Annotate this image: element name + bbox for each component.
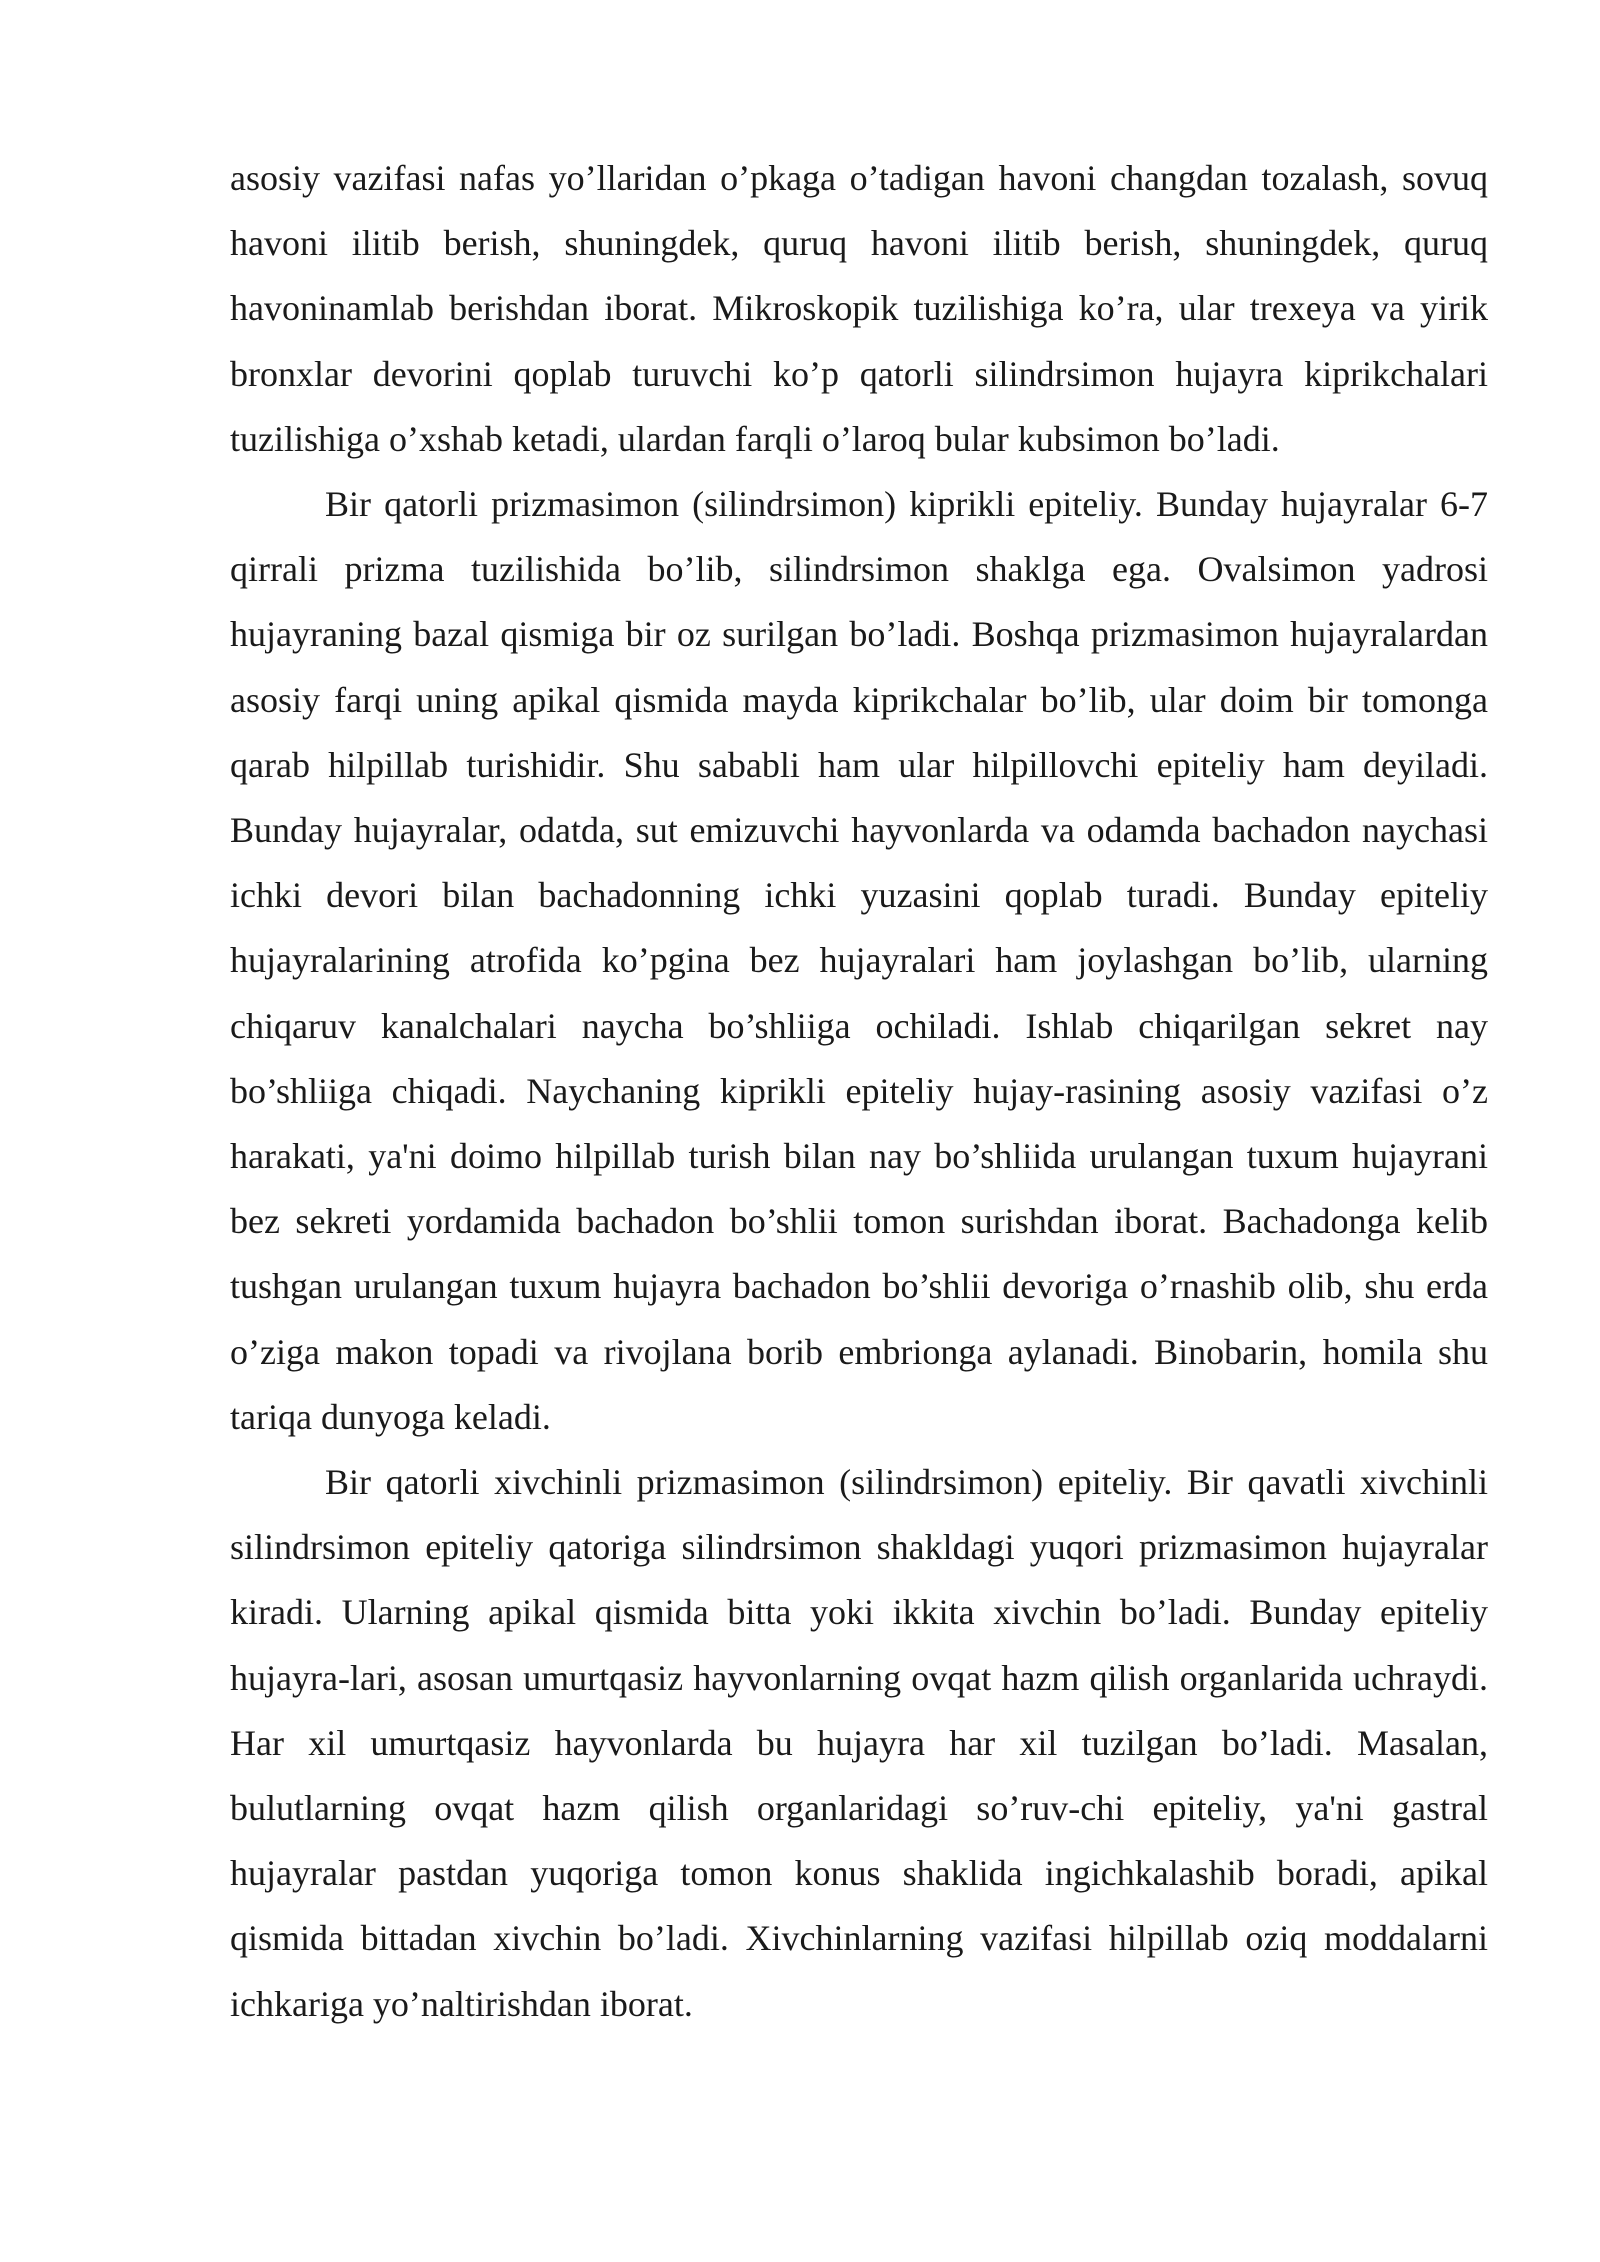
paragraph-2: Bir qatorli prizmasimon (silindrsimon) kiprikli epiteliy. Bunday hujayralar 6-7 qirrali prizma tuzilishida bo’lib, silindrsimon shaklga ega. Ovalsimon yadrosi hujayraning bazal qismiga bir oz surilgan bo’ladi. Boshqa prizmasimon hujayralardan asosiy farqi uning apikal qismida mayda kiprikchalar bo’lib, ular doim bir tomonga qarab hilpillab turishidir. Shu sababli ham ular hilpillovchi epiteliy ham deyiladi. Bunday hujayralar, odatda, sut emizuvchi hayvonlarda va odamda bachadon naychasi ichki devori bilan bachadonning ichki yuzasini qoplab turadi. Bunday epiteliy hujayralarining atrofida ko’pgina bez hujayralari ham joylashgan bo’lib, ularning chiqaruv kanalchalari naycha bo’shliiga ochiladi. Ishlab chiqarilgan sekret nay bo’shliiga chiqadi. Naychaning kiprikli epiteliy hujay-rasining asosiy vazifasi o’z harakati, ya'ni doimo hilpillab turish bilan nay bo’shliida urulangan tuxum hujayrani bez sekreti yordamida bachadon bo’shlii tomon surishdan iborat. Bachadonga kelib tushgan urulangan tuxum hujayra bachadon bo’shlii devoriga o’rnashib olib, shu erda o’ziga makon topadi va rivojlana borib embrionga aylanadi. Binobarin, homila shu tariqa dunyoga keladi. [230, 484, 1488, 1437]
paragraph-1: asosiy vazifasi nafas yo’llaridan o’pkaga o’tadigan havoni changdan tozalash, sovuq havoni ilitib berish, shuningdek, quruq havoni ilitib berish, shuningdek, quruq havoninamlab berishdan iborat. Mikroskopik tuzilishiga ko’ra, ular trexeya va yirik bronxlar devorini qoplab turuvchi ko’p qatorli silindrsimon hujayra kiprikchalari tuzilishiga o’xshab ketadi, ulardan farqli o’laroq bular kubsimon bo’ladi. [230, 158, 1488, 459]
paragraph-3: Bir qatorli xivchinli prizmasimon (silindrsimon) epiteliy. Bir qavatli xivchinli silindrsimon epiteliy qatoriga silindrsimon shakldagi yuqori prizmasimon hujayralar kiradi. Ularning apikal qismida bitta yoki ikkita xivchin bo’ladi. Bunday epiteliy hujayra-lari, asosan umurtqasiz hayvonlarning ovqat hazm qilish organlarida uchraydi. Har xil umurtqasiz hayvonlarda bu hujayra har xil tuzilgan bo’ladi. Masalan, bulutlarning ovqat hazm qilish organlaridagi so’ruv-chi epiteliy, ya'ni gastral hujayralar pastdan yuqoriga tomon konus shaklida ingichkalashib boradi, apikal qismida bittadan xivchin bo’ladi. Xivchinlarning vazifasi hilpillab oziq moddalarni ichkariga yo’naltirishdan iborat. [230, 1462, 1488, 2024]
document-page [230, 146, 1488, 2037]
